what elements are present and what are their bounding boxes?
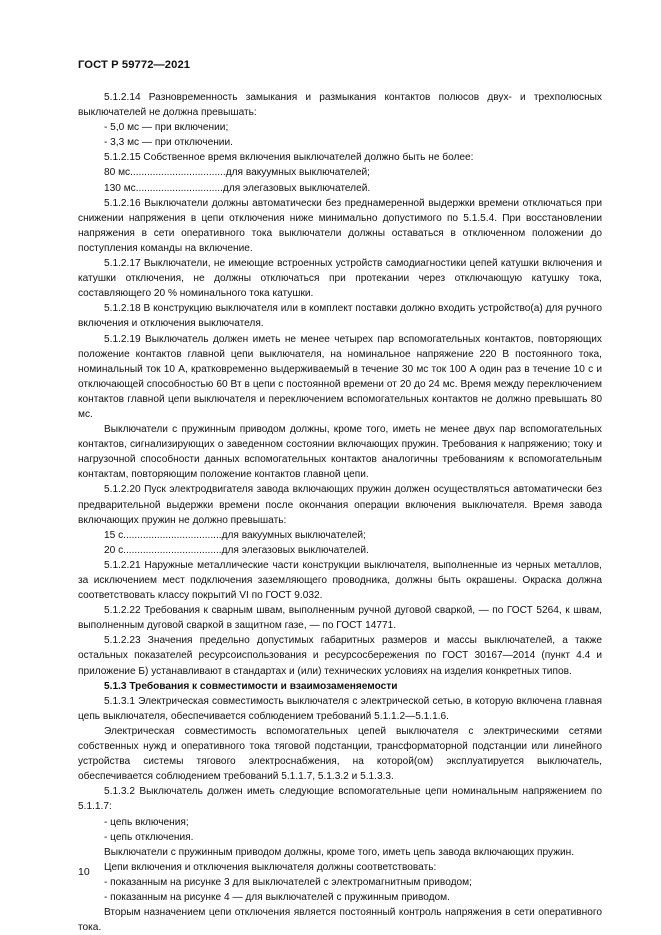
- text-paragraph: 5.1.3.2 Выключатель должен иметь следующие вспомогательные цепи номинальным напряжением по 5.1.1.7:: [78, 786, 602, 813]
- text-paragraph: - цепь включения;: [104, 816, 189, 828]
- dotted-value-row: 20 с...................................для элегазовых выключателей.: [104, 544, 369, 556]
- text-paragraph: Выключатели с пружинным приводом должны, кроме того, иметь не менее двух пар вспомогательных контактов, сигнализирующих о заведенном состоянии включающих пружин. Требования к напряжению; току и нагрузочной способности данных вспомогательных контактов аналогичны требованиям к вспомогательным контактам, повторяющим положение контактов главной цепи.: [78, 424, 602, 481]
- text-paragraph: 5.1.2.23 Значения предельно допустимых габаритных размеров и массы выключателей, а также остальных показателей ресурсоиспользования и ресурсосбережения по ГОСТ 30167—2014 (пункт 4.4 и приложение Б) устанавливают в стандартах и (или) технических условиях на изделия конкретных типов.: [78, 635, 602, 677]
- text-paragraph: 5.1.3.1 Электрическая совместимость выключателя с электрической сетью, в которую включена главная цепь выключателя, обеспечивается соблюдением требований 5.1.1.2—5.1.1.6.: [78, 695, 602, 722]
- text-paragraph: - показанным на рисунке 4 — для выключателей с пружинным приводом.: [104, 891, 450, 903]
- text-paragraph: Электрическая совместимость вспомогательных цепей выключателя с электрическими сетями собственных нужд и оперативного тока тяговой подстанции, трансформаторной подстанции или линейного устройства системы тягового электроснабжения, на которой(ом) эксплуатируется выключатель, обеспечивается соблюдением требований 5.1.1.7, 5.1.3.2 и 5.1.3.3.: [78, 725, 602, 783]
- text-paragraph: Выключатели с пружинным приводом должны, кроме того, иметь цепь завода включающих пружин.: [104, 846, 575, 858]
- text-paragraph: - 5,0 мс — при включении;: [104, 122, 229, 134]
- page-number: 10: [78, 866, 90, 878]
- dotted-value-row: 130 мс...............................для элегазовых выключателей.: [104, 182, 371, 194]
- text-paragraph: 5.1.2.18 В конструкцию выключателя или в комплект поставки должно входить устройство(а) для ручного включения и отключения выключателя.: [78, 303, 602, 330]
- text-paragraph: 5.1.2.16 Выключатели должны автоматически без преднамеренной выдержки времени отключаться при снижении напряжения в цепи отключения ниже минимально допустимого по 5.1.5.4. При восстановлении напряжения в сети оперативного тока выключатели должны оставаться в отключенном положении до поступления команды на включение.: [78, 197, 602, 254]
- document-body: [78, 90, 602, 935]
- text-paragraph: - 3,3 мс — при отключении.: [104, 137, 233, 149]
- text-paragraph: - показанным на рисунке 3 для выключателей с электромагнитным приводом;: [104, 876, 472, 888]
- text-paragraph: 5.1.2.21 Наружные металлические части конструкции выключателя, выполненные из черных металлов, за исключением мест подключения заземляющего проводника, должны быть окрашены. Окраска должна соответствовать классу покрытий VI по ГОСТ 9.032.: [78, 559, 602, 602]
- text-paragraph: 5.1.2.20 Пуск электродвигателя завода включающих пружин должен осуществляться автоматически без предварительной выдержки времени после окончания операции включения выключателя. Время завода включающих пружин не должно превышать:: [78, 484, 602, 526]
- section-heading: 5.1.3 Требования к совместимости и взаимозаменяемости: [104, 680, 398, 692]
- text-paragraph: 5.1.2.14 Разновременность замыкания и размыкания контактов полюсов двух- и трехполюсных выключателей не должна превышать:: [78, 92, 602, 119]
- text-paragraph: Вторым назначением цепи отключения является постоянный контроль напряжения в сети оперативного тока.: [78, 907, 602, 934]
- text-paragraph: 5.1.2.15 Собственное время включения выключателей должно быть не более:: [104, 152, 474, 164]
- dotted-value-row: 80 мс..................................для вакуумных выключателей;: [104, 167, 370, 179]
- document-code-header: ГОСТ Р 59772—2021: [78, 59, 191, 71]
- dotted-value-row: 15 с...................................для вакуумных выключателей;: [104, 529, 366, 541]
- text-paragraph: Цепи включения и отключения выключателя должны соответствовать:: [104, 861, 437, 873]
- text-paragraph: 5.1.2.19 Выключатель должен иметь не менее четырех пар вспомогательных контактов, повторяющих положение контактов главной цепи выключателя, на номинальное напряжение 220 В постоянного тока, номинальный ток 10 А, кратковременно выдерживаемый в течение 30 мс ток 100 А один раз в течение 10 с и отключающей способностью 60 Вт в цепи с постоянной времени от 20 до 24 мс. Время между переключением контактов главной цепи выключателя и переключением вспомогательных контактов не должно превышать 80 мс.: [78, 333, 602, 420]
- text-paragraph: - цепь отключения.: [104, 831, 194, 843]
- text-paragraph: 5.1.2.22 Требования к сварным швам, выполненным ручной дуговой сваркой, — по ГОСТ 5264, к швам, выполненным дуговой сваркой в защитном газе, — по ГОСТ 14771.: [78, 605, 602, 632]
- text-paragraph: 5.1.2.17 Выключатели, не имеющие встроенных устройств самодиагностики цепей катушки включения и катушки отключения, не должны отключаться при протекании через отключающую катушку тока, составляющего 20 % номинального тока катушки.: [78, 258, 602, 300]
